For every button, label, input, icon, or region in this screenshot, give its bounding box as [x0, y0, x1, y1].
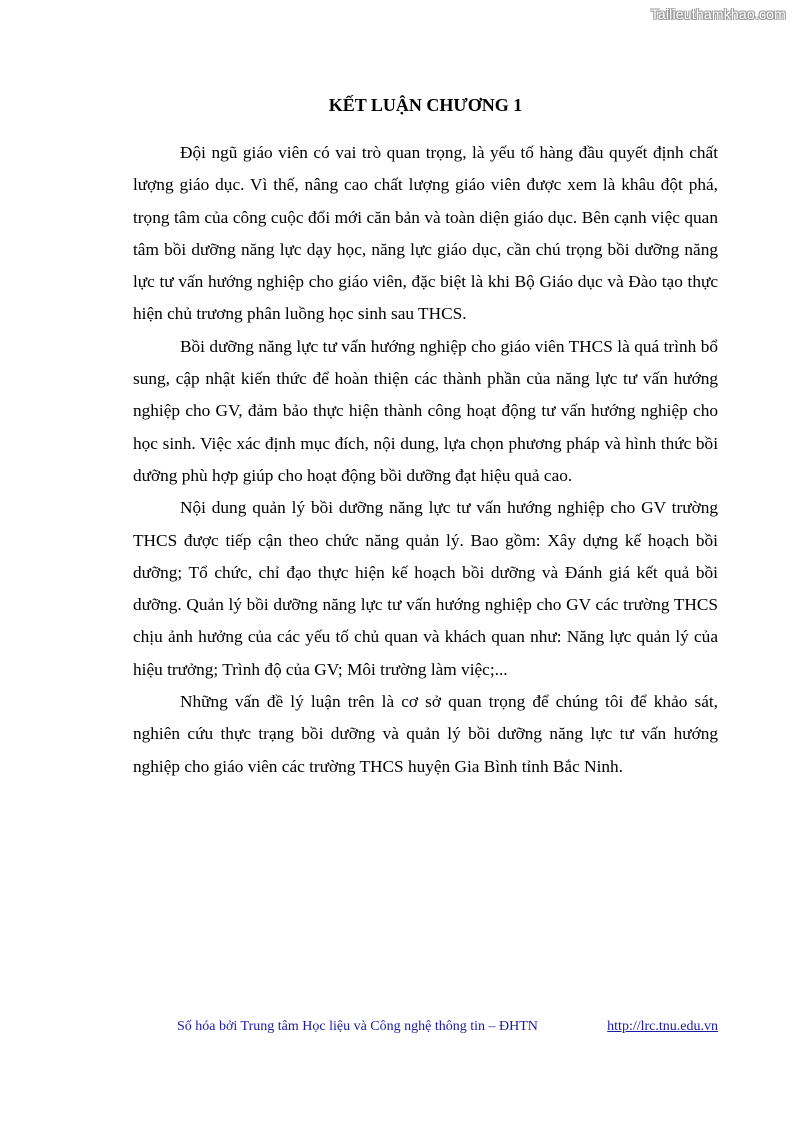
footer-credit-text: Số hóa bởi Trung tâm Học liệu và Công nghệ thông tin – ĐHTN [177, 1019, 538, 1034]
chapter-title: KẾT LUẬN CHƯƠNG 1 [328, 95, 523, 115]
paragraph-3: Nội dung quản lý bồi dưỡng năng lực tư vấn hướng nghiệp cho GV trường THCS được tiếp cận theo chức năng quản lý. Bao gồm: Xây dựng kế hoạch bồi dưỡng; Tổ chức, chỉ đạo thực hiện kế hoạch bồi dưỡng và Đánh giá kết quả bồi dưỡng. Quản lý bồi dưỡng năng lực tư vấn hướng nghiệp cho GV các trường THCS chịu ảnh hưởng của các yếu tố chủ quan và khách quan như: Năng lực quản lý của hiệu trưởng; Trình độ của GV; Môi trường làm việc;... [133, 498, 718, 679]
paragraph-2: Bồi dưỡng năng lực tư vấn hướng nghiệp cho giáo viên THCS là quá trình bổ sung, cập nhật kiến thức để hoàn thiện các thành phần của năng lực tư vấn hướng nghiệp cho GV, đảm bảo thực hiện thành công hoạt động tư vấn hướng nghiệp cho học sinh. Việc xác định mục đích, nội dung, lựa chọn phương pháp và hình thức bồi dưỡng phù hợp giúp cho hoạt động bồi dưỡng đạt hiệu quả cao. [133, 336, 718, 485]
footer-link[interactable]: http://lrc.tnu.edu.vn [607, 1019, 718, 1034]
paragraph-4: Những vấn đề lý luận trên là cơ sở quan trọng để chúng tôi để khảo sát, nghiên cứu thực trạng bồi dưỡng và quản lý bồi dưỡng năng lực tư vấn hướng nghiệp cho giáo viên các trường THCS huyện Gia Bình tỉnh Bắc Ninh. [133, 692, 718, 776]
paragraph-1: Đội ngũ giáo viên có vai trò quan trọng, là yếu tố hàng đầu quyết định chất lượng giáo dục. Vì thế, nâng cao chất lượng giáo viên được xem là khâu đột phá, trọng tâm của công cuộc đổi mới căn bản và toàn diện giáo dục. Bên cạnh việc quan tâm bồi dưỡng năng lực dạy học, năng lực giáo dục, cần chú trọng bồi dưỡng năng lực tư vấn hướng nghiệp cho giáo viên, đặc biệt là khi Bộ Giáo dục và Đào tạo thực hiện chủ trương phân luồng học sinh sau THCS. [133, 143, 718, 324]
watermark-text: Tailieuthamkhao.com [650, 6, 786, 22]
document-body [133, 91, 718, 783]
